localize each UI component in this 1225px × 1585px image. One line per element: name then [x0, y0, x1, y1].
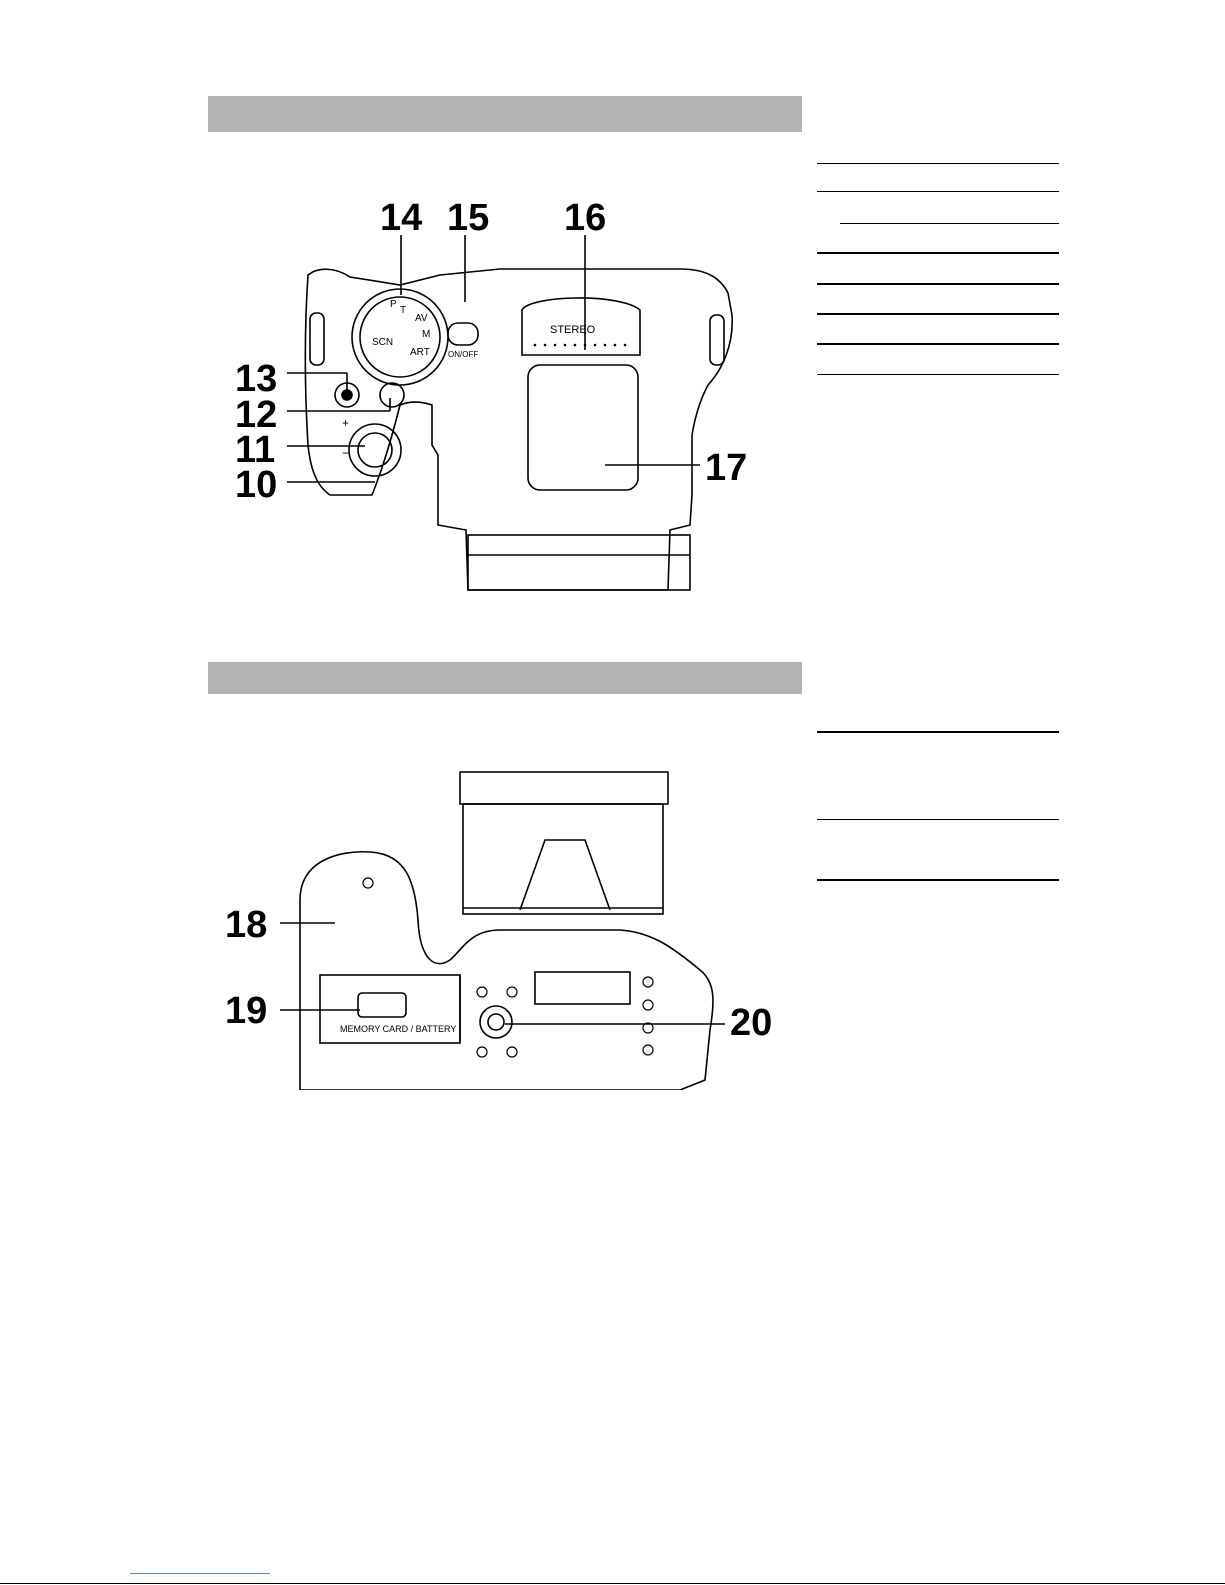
zoom-plus-label: +: [342, 416, 350, 430]
callout-20: 20: [730, 1002, 773, 1044]
section-heading-bar-bottom: [208, 662, 802, 694]
page-bottom-rule: [0, 1583, 1225, 1584]
table-rule: [817, 313, 1059, 315]
callout-17: 17: [705, 447, 748, 489]
table-rule: [817, 731, 1059, 733]
callout-13: 13: [235, 358, 278, 400]
table-rule: [817, 374, 1059, 375]
table-rule: [817, 819, 1059, 820]
table-rule: [817, 343, 1059, 345]
callout-16: 16: [564, 197, 607, 239]
table-rule: [817, 283, 1059, 285]
power-button-label: ON/OFF: [448, 350, 479, 359]
battery-door-label: MEMORY CARD / BATTERY: [340, 1024, 457, 1034]
dial-label: AV: [415, 313, 428, 324]
callout-10: 10: [235, 464, 278, 506]
table-rule: [840, 223, 1059, 224]
flash-label: STEREO: [550, 324, 596, 336]
callout-19: 19: [225, 990, 268, 1032]
callout-15: 15: [447, 197, 490, 239]
callout-18: 18: [225, 904, 268, 946]
callout-12: 12: [235, 394, 278, 436]
dial-label: SCN: [372, 337, 394, 348]
table-rule: [817, 191, 1059, 192]
camera-top-view-figure: [200, 195, 800, 605]
section-heading-bar-top: [208, 96, 802, 132]
callout-11: 11: [235, 429, 276, 471]
table-rule: [817, 252, 1059, 254]
camera-bottom-view-figure: [200, 760, 800, 1090]
callout-14: 14: [380, 197, 423, 239]
zoom-minus-label: −: [342, 446, 350, 460]
table-rule: [817, 879, 1059, 881]
footnote-link-line: [130, 1573, 270, 1574]
table-rule: [817, 163, 1059, 164]
dial-label: ART: [410, 347, 430, 358]
dial-label: P: [390, 299, 397, 310]
dial-label: T: [400, 305, 407, 316]
dial-label: M: [422, 329, 431, 340]
